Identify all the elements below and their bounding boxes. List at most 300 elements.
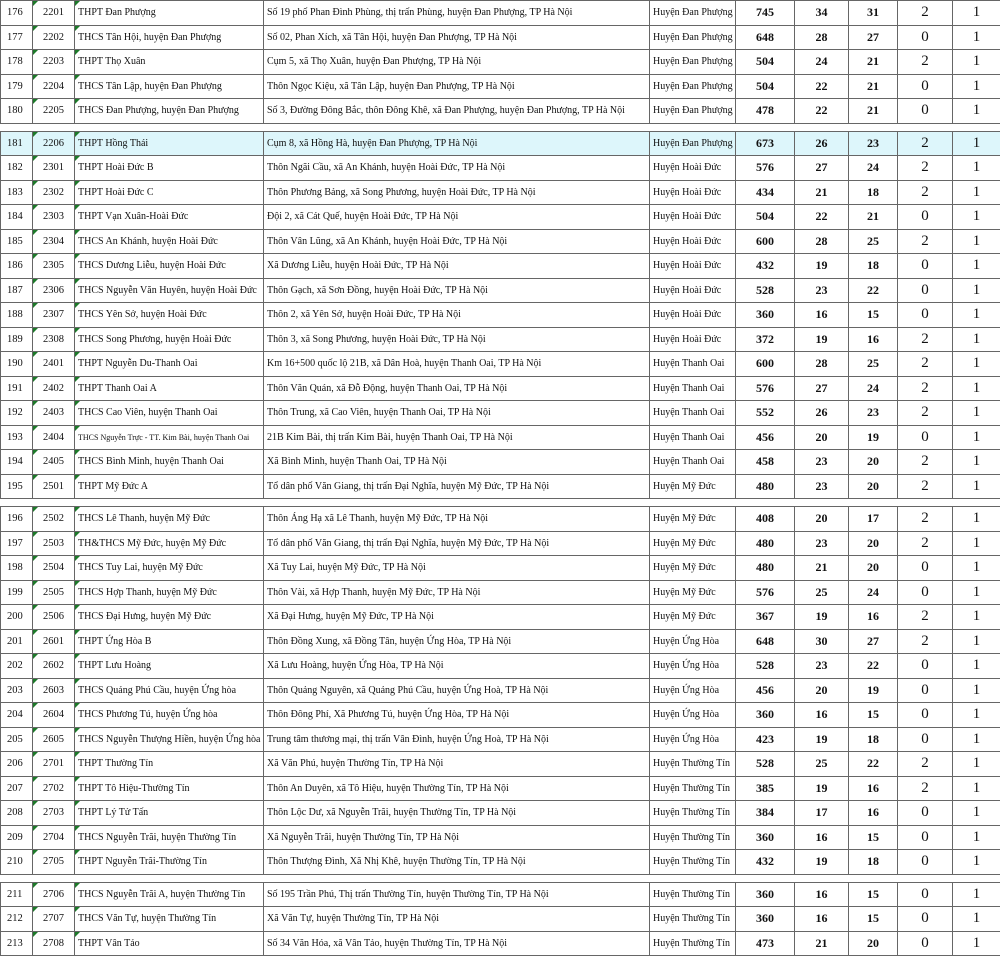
reserve-rooms-cell: 2 <box>898 156 953 181</box>
address-cell: Thôn Lộc Dư, xã Nguyễn Trãi, huyện Thường Tín, TP Hà Nội <box>264 801 650 826</box>
row-number-cell: 191 <box>1 376 33 401</box>
district-cell: Huyện Hoài Đức <box>650 205 736 230</box>
venue-code-cell: 2405 <box>33 450 75 475</box>
row-number-cell: 203 <box>1 678 33 703</box>
table-row <box>1 352 1000 377</box>
venue-code-cell: 2708 <box>33 931 75 956</box>
separator-cell <box>33 874 75 882</box>
reserve-rooms-cell: 2 <box>898 507 953 532</box>
venue-code-cell: 2604 <box>33 703 75 728</box>
reserve-rooms-cell: 2 <box>898 605 953 630</box>
venue-code-cell: 2603 <box>33 678 75 703</box>
address-cell: Thôn Ngãi Cầu, xã An Khánh, huyện Hoài Đức, TP Hà Nội <box>264 156 650 181</box>
venue-code-cell: 2602 <box>33 654 75 679</box>
table-row <box>1 556 1000 581</box>
rooms-count-cell: 16 <box>795 882 849 907</box>
extra-count-cell: 1 <box>953 931 1000 956</box>
district-cell: Huyện Ứng Hòa <box>650 678 736 703</box>
candidates-count-cell: 745 <box>736 1 795 26</box>
reserve-rooms-cell: 0 <box>898 703 953 728</box>
venue-code-cell: 2506 <box>33 605 75 630</box>
candidates-count-cell: 673 <box>736 131 795 156</box>
candidates-count-cell: 385 <box>736 776 795 801</box>
row-number-cell: 194 <box>1 450 33 475</box>
separator-cell <box>736 123 795 131</box>
address-cell: Thôn Đông Phí, Xã Phương Tú, huyện Ứng Hòa, TP Hà Nội <box>264 703 650 728</box>
candidates-count-cell: 360 <box>736 882 795 907</box>
reserve-rooms-cell: 2 <box>898 450 953 475</box>
district-cell: Huyện Hoài Đức <box>650 254 736 279</box>
district-cell: Huyện Đan Phượng <box>650 131 736 156</box>
venue-code-cell: 2304 <box>33 229 75 254</box>
candidates-count-cell: 360 <box>736 907 795 932</box>
table-row <box>1 450 1000 475</box>
candidates-count-cell: 528 <box>736 752 795 777</box>
table-row <box>1 801 1000 826</box>
exam-rooms-cell: 19 <box>849 425 898 450</box>
separator-cell <box>736 874 795 882</box>
exam-rooms-cell: 22 <box>849 654 898 679</box>
address-cell: Xã Tuy Lai, huyện Mỹ Đức, TP Hà Nội <box>264 556 650 581</box>
rooms-count-cell: 28 <box>795 229 849 254</box>
address-cell: Số 34 Văn Hóa, xã Vân Tảo, huyện Thường Tín, TP Hà Nội <box>264 931 650 956</box>
table-row <box>1 205 1000 230</box>
rooms-count-cell: 25 <box>795 580 849 605</box>
exam-rooms-cell: 15 <box>849 303 898 328</box>
rooms-count-cell: 23 <box>795 531 849 556</box>
separator-cell <box>849 123 898 131</box>
school-name-cell: THCS Nguyễn Thượng Hiền, huyện Ứng hòa <box>75 727 264 752</box>
exam-rooms-cell: 27 <box>849 25 898 50</box>
exam-rooms-cell: 16 <box>849 776 898 801</box>
district-cell: Huyện Mỹ Đức <box>650 531 736 556</box>
candidates-count-cell: 600 <box>736 352 795 377</box>
exam-rooms-cell: 16 <box>849 801 898 826</box>
row-number-cell: 209 <box>1 825 33 850</box>
rooms-count-cell: 16 <box>795 303 849 328</box>
school-name-cell: THPT Vạn Xuân-Hoài Đức <box>75 205 264 230</box>
address-cell: Thôn Đồng Xung, xã Đồng Tân, huyện Ứng Hòa, TP Hà Nội <box>264 629 650 654</box>
candidates-count-cell: 360 <box>736 303 795 328</box>
table-row <box>1 99 1000 124</box>
table-row <box>1 678 1000 703</box>
candidates-count-cell: 360 <box>736 703 795 728</box>
reserve-rooms-cell: 2 <box>898 180 953 205</box>
rooms-count-cell: 19 <box>795 327 849 352</box>
school-name-cell: THCS Quảng Phú Cầu, huyện Ứng hòa <box>75 678 264 703</box>
venue-code-cell: 2707 <box>33 907 75 932</box>
rooms-count-cell: 26 <box>795 401 849 426</box>
venue-code-cell: 2401 <box>33 352 75 377</box>
candidates-count-cell: 576 <box>736 376 795 401</box>
exam-rooms-cell: 22 <box>849 752 898 777</box>
candidates-count-cell: 648 <box>736 629 795 654</box>
venue-code-cell: 2702 <box>33 776 75 801</box>
table-row <box>1 882 1000 907</box>
row-number-cell: 205 <box>1 727 33 752</box>
address-cell: Số 19 phố Phan Đình Phùng, thị trấn Phùng, huyện Đan Phượng, TP Hà Nội <box>264 1 650 26</box>
exam-rooms-cell: 21 <box>849 50 898 75</box>
separator-cell <box>650 123 736 131</box>
venue-code-cell: 2605 <box>33 727 75 752</box>
rooms-count-cell: 22 <box>795 74 849 99</box>
candidates-count-cell: 480 <box>736 556 795 581</box>
school-name-cell: THCS Cao Viên, huyện Thanh Oai <box>75 401 264 426</box>
district-cell: Huyện Mỹ Đức <box>650 507 736 532</box>
row-number-cell: 208 <box>1 801 33 826</box>
row-number-cell: 187 <box>1 278 33 303</box>
row-number-cell: 176 <box>1 1 33 26</box>
district-cell: Huyện Hoài Đức <box>650 303 736 328</box>
candidates-count-cell: 456 <box>736 425 795 450</box>
district-cell: Huyện Thanh Oai <box>650 376 736 401</box>
exam-rooms-cell: 23 <box>849 131 898 156</box>
reserve-rooms-cell: 2 <box>898 752 953 777</box>
district-cell: Huyện Đan Phượng <box>650 1 736 26</box>
row-number-cell: 182 <box>1 156 33 181</box>
school-name-cell: THCS Đan Phượng, huyện Đan Phượng <box>75 99 264 124</box>
venue-code-cell: 2201 <box>33 1 75 26</box>
exam-rooms-cell: 21 <box>849 205 898 230</box>
school-name-cell: THPT Nguyễn Du-Thanh Oai <box>75 352 264 377</box>
extra-count-cell: 1 <box>953 752 1000 777</box>
rooms-count-cell: 25 <box>795 752 849 777</box>
district-cell: Huyện Mỹ Đức <box>650 556 736 581</box>
separator-cell <box>898 499 953 507</box>
candidates-count-cell: 408 <box>736 507 795 532</box>
exam-rooms-cell: 20 <box>849 556 898 581</box>
district-cell: Huyện Thường Tín <box>650 907 736 932</box>
rooms-count-cell: 21 <box>795 931 849 956</box>
address-cell: Thôn An Duyên, xã Tô Hiệu, huyện Thường Tín, TP Hà Nội <box>264 776 650 801</box>
reserve-rooms-cell: 2 <box>898 629 953 654</box>
table-row <box>1 825 1000 850</box>
extra-count-cell: 1 <box>953 229 1000 254</box>
table-row <box>1 327 1000 352</box>
exam-rooms-cell: 18 <box>849 850 898 875</box>
separator-cell <box>795 499 849 507</box>
venue-code-cell: 2501 <box>33 474 75 499</box>
separator-cell <box>736 499 795 507</box>
exam-rooms-cell: 15 <box>849 907 898 932</box>
extra-count-cell: 1 <box>953 801 1000 826</box>
extra-count-cell: 1 <box>953 678 1000 703</box>
reserve-rooms-cell: 2 <box>898 131 953 156</box>
rooms-count-cell: 23 <box>795 654 849 679</box>
exam-rooms-cell: 18 <box>849 180 898 205</box>
extra-count-cell: 1 <box>953 531 1000 556</box>
venue-code-cell: 2307 <box>33 303 75 328</box>
address-cell: Thôn Trung, xã Cao Viên, huyện Thanh Oai, TP Hà Nội <box>264 401 650 426</box>
row-number-cell: 177 <box>1 25 33 50</box>
school-name-cell: THPT Lưu Hoàng <box>75 654 264 679</box>
school-name-cell: THPT Mỹ Đức A <box>75 474 264 499</box>
candidates-count-cell: 384 <box>736 801 795 826</box>
extra-count-cell: 1 <box>953 727 1000 752</box>
table-row <box>1 180 1000 205</box>
exam-rooms-cell: 18 <box>849 727 898 752</box>
district-cell: Huyện Hoài Đức <box>650 229 736 254</box>
rooms-count-cell: 17 <box>795 801 849 826</box>
school-name-cell: THCS Tân Lập, huyện Đan Phượng <box>75 74 264 99</box>
rooms-count-cell: 19 <box>795 727 849 752</box>
rooms-count-cell: 16 <box>795 703 849 728</box>
reserve-rooms-cell: 2 <box>898 376 953 401</box>
row-number-cell: 204 <box>1 703 33 728</box>
address-cell: Số 3, Đường Đông Bắc, thôn Đông Khê, xã Đan Phượng, huyện Đan Phượng, TP Hà Nội <box>264 99 650 124</box>
rooms-count-cell: 19 <box>795 850 849 875</box>
school-name-cell: THCS Nguyễn Trãi, huyện Thường Tín <box>75 825 264 850</box>
address-cell: 21B Kim Bài, thị trấn Kim Bài, huyện Thanh Oai, TP Hà Nội <box>264 425 650 450</box>
candidates-count-cell: 480 <box>736 531 795 556</box>
address-cell: Tổ dân phố Văn Giang, thị trấn Đại Nghĩa, huyện Mỹ Đức, TP Hà Nội <box>264 474 650 499</box>
venue-code-cell: 2308 <box>33 327 75 352</box>
district-cell: Huyện Đan Phượng <box>650 50 736 75</box>
school-name-cell: THPT Đan Phượng <box>75 1 264 26</box>
row-number-cell: 183 <box>1 180 33 205</box>
exam-rooms-cell: 16 <box>849 605 898 630</box>
address-cell: Xã Nguyễn Trãi, huyện Thường Tín, TP Hà Nội <box>264 825 650 850</box>
candidates-count-cell: 360 <box>736 825 795 850</box>
venue-code-cell: 2402 <box>33 376 75 401</box>
exam-rooms-cell: 20 <box>849 531 898 556</box>
row-number-cell: 212 <box>1 907 33 932</box>
address-cell: Xã Văn Tự, huyện Thường Tín, TP Hà Nội <box>264 907 650 932</box>
table-row <box>1 25 1000 50</box>
address-cell: Đội 2, xã Cát Quế, huyện Hoài Đức, TP Hà Nội <box>264 205 650 230</box>
address-cell: Thôn Vân Lũng, xã An Khánh, huyện Hoài Đức, TP Hà Nội <box>264 229 650 254</box>
extra-count-cell: 1 <box>953 25 1000 50</box>
extra-count-cell: 1 <box>953 474 1000 499</box>
district-cell: Huyện Đan Phượng <box>650 74 736 99</box>
school-name-cell: THPT Tô Hiệu-Thường Tín <box>75 776 264 801</box>
district-cell: Huyện Mỹ Đức <box>650 605 736 630</box>
row-number-cell: 184 <box>1 205 33 230</box>
district-cell: Huyện Thường Tín <box>650 850 736 875</box>
row-number-cell: 178 <box>1 50 33 75</box>
row-number-cell: 196 <box>1 507 33 532</box>
extra-count-cell: 1 <box>953 254 1000 279</box>
address-cell: Trung tâm thương mại, thị trấn Vân Đình, huyện Ứng Hoà, TP Hà Nội <box>264 727 650 752</box>
table-row <box>1 531 1000 556</box>
row-number-cell: 206 <box>1 752 33 777</box>
district-cell: Huyện Thanh Oai <box>650 450 736 475</box>
reserve-rooms-cell: 0 <box>898 580 953 605</box>
address-cell: Thôn Quảng Nguyên, xã Quảng Phú Cầu, huyện Ứng Hoà, TP Hà Nội <box>264 678 650 703</box>
reserve-rooms-cell: 0 <box>898 850 953 875</box>
candidates-count-cell: 458 <box>736 450 795 475</box>
row-separator <box>1 499 1000 507</box>
separator-cell <box>953 123 1000 131</box>
candidates-count-cell: 552 <box>736 401 795 426</box>
exam-rooms-cell: 27 <box>849 629 898 654</box>
venue-code-cell: 2404 <box>33 425 75 450</box>
address-cell: Số 02, Phan Xích, xã Tân Hội, huyện Đan Phượng, TP Hà Nội <box>264 25 650 50</box>
rooms-count-cell: 20 <box>795 425 849 450</box>
school-name-cell: THPT Nguyễn Trãi-Thường Tín <box>75 850 264 875</box>
candidates-count-cell: 648 <box>736 25 795 50</box>
district-cell: Huyện Hoài Đức <box>650 278 736 303</box>
extra-count-cell: 1 <box>953 50 1000 75</box>
table-row <box>1 507 1000 532</box>
district-cell: Huyện Hoài Đức <box>650 180 736 205</box>
address-cell: Km 16+500 quốc lộ 21B, xã Dân Hoà, huyện Thanh Oai, TP Hà Nội <box>264 352 650 377</box>
rooms-count-cell: 19 <box>795 254 849 279</box>
separator-cell <box>953 499 1000 507</box>
rooms-count-cell: 22 <box>795 99 849 124</box>
district-cell: Huyện Đan Phượng <box>650 99 736 124</box>
row-number-cell: 186 <box>1 254 33 279</box>
exam-rooms-cell: 21 <box>849 74 898 99</box>
rooms-count-cell: 27 <box>795 376 849 401</box>
candidates-count-cell: 456 <box>736 678 795 703</box>
separator-cell <box>264 499 650 507</box>
venue-code-cell: 2503 <box>33 531 75 556</box>
extra-count-cell: 1 <box>953 556 1000 581</box>
reserve-rooms-cell: 0 <box>898 882 953 907</box>
separator-cell <box>264 874 650 882</box>
table-row <box>1 727 1000 752</box>
row-number-cell: 201 <box>1 629 33 654</box>
address-cell: Xã Đại Hưng, huyện Mỹ Đức, TP Hà Nội <box>264 605 650 630</box>
table-row <box>1 50 1000 75</box>
address-cell: Thôn Ngọc Kiệu, xã Tân Lập, huyện Đan Phượng, TP Hà Nội <box>264 74 650 99</box>
rooms-count-cell: 20 <box>795 507 849 532</box>
exam-rooms-cell: 15 <box>849 703 898 728</box>
table-row <box>1 752 1000 777</box>
district-cell: Huyện Mỹ Đức <box>650 580 736 605</box>
exam-rooms-cell: 31 <box>849 1 898 26</box>
candidates-count-cell: 480 <box>736 474 795 499</box>
table-row <box>1 605 1000 630</box>
venue-code-cell: 2703 <box>33 801 75 826</box>
separator-cell <box>953 874 1000 882</box>
separator-cell <box>75 874 264 882</box>
row-separator <box>1 123 1000 131</box>
venue-code-cell: 2706 <box>33 882 75 907</box>
extra-count-cell: 1 <box>953 882 1000 907</box>
exam-rooms-cell: 23 <box>849 401 898 426</box>
rooms-count-cell: 20 <box>795 678 849 703</box>
extra-count-cell: 1 <box>953 654 1000 679</box>
reserve-rooms-cell: 0 <box>898 727 953 752</box>
row-number-cell: 210 <box>1 850 33 875</box>
district-cell: Huyện Ứng Hòa <box>650 703 736 728</box>
reserve-rooms-cell: 0 <box>898 907 953 932</box>
venue-code-cell: 2504 <box>33 556 75 581</box>
reserve-rooms-cell: 2 <box>898 776 953 801</box>
school-name-cell: THPT Lý Tử Tấn <box>75 801 264 826</box>
row-number-cell: 188 <box>1 303 33 328</box>
address-cell: Thôn Vài, xã Hợp Thanh, huyện Mỹ Đức, TP Hà Nội <box>264 580 650 605</box>
venue-code-cell: 2303 <box>33 205 75 230</box>
extra-count-cell: 1 <box>953 825 1000 850</box>
school-name-cell: THCS Nguyễn Văn Huyên, huyện Hoài Đức <box>75 278 264 303</box>
separator-cell <box>849 499 898 507</box>
exam-rooms-cell: 25 <box>849 352 898 377</box>
address-cell: Tổ dân phố Văn Giang, thị trấn Đại Nghĩa, huyện Mỹ Đức, TP Hà Nội <box>264 531 650 556</box>
exam-rooms-cell: 25 <box>849 229 898 254</box>
table-row <box>1 474 1000 499</box>
district-cell: Huyện Thường Tín <box>650 825 736 850</box>
extra-count-cell: 1 <box>953 580 1000 605</box>
row-number-cell: 198 <box>1 556 33 581</box>
school-name-cell: THCS Đại Hưng, huyện Mỹ Đức <box>75 605 264 630</box>
reserve-rooms-cell: 2 <box>898 1 953 26</box>
separator-cell <box>75 123 264 131</box>
school-name-cell: THCS Tân Hội, huyện Đan Phượng <box>75 25 264 50</box>
venue-code-cell: 2301 <box>33 156 75 181</box>
table-row <box>1 703 1000 728</box>
address-cell: Xã Bình Minh, huyện Thanh Oai, TP Hà Nội <box>264 450 650 475</box>
district-cell: Huyện Thường Tín <box>650 801 736 826</box>
reserve-rooms-cell: 0 <box>898 278 953 303</box>
extra-count-cell: 1 <box>953 629 1000 654</box>
extra-count-cell: 1 <box>953 907 1000 932</box>
separator-cell <box>1 123 33 131</box>
reserve-rooms-cell: 2 <box>898 474 953 499</box>
reserve-rooms-cell: 0 <box>898 25 953 50</box>
separator-cell <box>1 499 33 507</box>
extra-count-cell: 1 <box>953 776 1000 801</box>
table-row <box>1 580 1000 605</box>
school-name-cell: THCS Hợp Thanh, huyện Mỹ Đức <box>75 580 264 605</box>
venue-code-cell: 2701 <box>33 752 75 777</box>
address-cell: Cụm 5, xã Thọ Xuân, huyện Đan Phượng, TP Hà Nội <box>264 50 650 75</box>
row-number-cell: 185 <box>1 229 33 254</box>
district-cell: Huyện Thường Tín <box>650 882 736 907</box>
rooms-count-cell: 34 <box>795 1 849 26</box>
venue-code-cell: 2505 <box>33 580 75 605</box>
school-name-cell: THCS Song Phương, huyện Hoài Đức <box>75 327 264 352</box>
row-number-cell: 195 <box>1 474 33 499</box>
venue-code-cell: 2502 <box>33 507 75 532</box>
row-number-cell: 197 <box>1 531 33 556</box>
exam-rooms-cell: 21 <box>849 99 898 124</box>
candidates-count-cell: 478 <box>736 99 795 124</box>
rooms-count-cell: 28 <box>795 352 849 377</box>
school-name-cell: THPT Ứng Hòa B <box>75 629 264 654</box>
address-cell: Số 195 Trần Phú, Thị trấn Thường Tín, huyện Thường Tín, TP Hà Nội <box>264 882 650 907</box>
reserve-rooms-cell: 2 <box>898 352 953 377</box>
separator-cell <box>75 499 264 507</box>
exam-rooms-cell: 15 <box>849 825 898 850</box>
row-number-cell: 211 <box>1 882 33 907</box>
district-cell: Huyện Ứng Hòa <box>650 727 736 752</box>
address-cell: Thôn Gạch, xã Sơn Đồng, huyện Hoài Đức, TP Hà Nội <box>264 278 650 303</box>
reserve-rooms-cell: 2 <box>898 327 953 352</box>
candidates-count-cell: 372 <box>736 327 795 352</box>
extra-count-cell: 1 <box>953 131 1000 156</box>
address-cell: Thôn 2, xã Yên Sở, huyện Hoài Đức, TP Hà Nội <box>264 303 650 328</box>
extra-count-cell: 1 <box>953 376 1000 401</box>
district-cell: Huyện Thường Tín <box>650 776 736 801</box>
reserve-rooms-cell: 0 <box>898 801 953 826</box>
row-number-cell: 193 <box>1 425 33 450</box>
district-cell: Huyện Đan Phượng <box>650 25 736 50</box>
extra-count-cell: 1 <box>953 352 1000 377</box>
school-name-cell: THCS Văn Tự, huyện Thường Tín <box>75 907 264 932</box>
separator-cell <box>33 123 75 131</box>
venue-code-cell: 2305 <box>33 254 75 279</box>
school-name-cell: THCS Phương Tú, huyện Ứng hòa <box>75 703 264 728</box>
candidates-count-cell: 528 <box>736 654 795 679</box>
school-name-cell: THPT Hồng Thái <box>75 131 264 156</box>
extra-count-cell: 1 <box>953 278 1000 303</box>
rooms-count-cell: 23 <box>795 450 849 475</box>
reserve-rooms-cell: 0 <box>898 303 953 328</box>
reserve-rooms-cell: 0 <box>898 654 953 679</box>
